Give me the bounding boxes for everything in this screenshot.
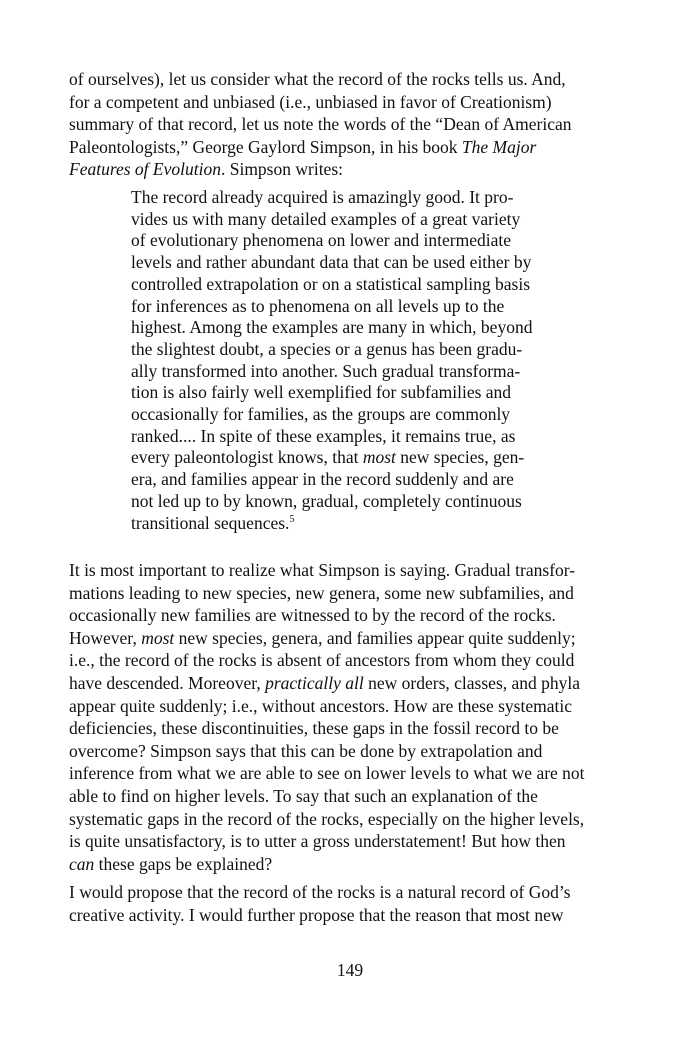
body-line bbox=[69, 695, 572, 717]
body-line bbox=[69, 740, 542, 762]
text-run: deficiencies, these discontinuities, these gaps in the fossil record to be bbox=[69, 718, 559, 739]
text-run: Paleontologists,” George Gaylord Simpson, in his book bbox=[69, 136, 462, 157]
body-line bbox=[69, 604, 556, 626]
text-run: vides us with many detailed examples of a great variety bbox=[131, 208, 521, 229]
body-line bbox=[69, 582, 574, 604]
italic-text: most bbox=[362, 447, 396, 468]
text-run: appear quite suddenly; i.e., without ancestors. How are these systematic bbox=[69, 695, 572, 716]
text-run: occasionally for families, as the groups are commonly bbox=[131, 404, 511, 424]
text-run: era, and families appear in the record suddenly and are bbox=[131, 469, 514, 490]
body-line bbox=[69, 785, 538, 807]
closing-line bbox=[69, 904, 564, 926]
text-run: for inferences as to phenomena on all levels up to the bbox=[131, 295, 505, 316]
quote-line bbox=[131, 229, 511, 251]
page-number: 149 bbox=[336, 960, 364, 980]
text-run: However, bbox=[69, 627, 142, 648]
quote-line bbox=[131, 251, 531, 273]
text-run: i.e., the record of the rocks is absent of ancestors from whom they could bbox=[69, 650, 575, 671]
italic-text: Features of Evolution bbox=[69, 159, 221, 180]
body-line bbox=[69, 627, 576, 649]
text-run: systematic gaps in the record of the rocks, especially on the higher levels, bbox=[69, 808, 585, 829]
quote-line bbox=[131, 381, 511, 403]
text-run: ranked.... In spite of these examples, it remains true, as bbox=[131, 425, 516, 446]
text-run: every paleontologist knows, that bbox=[131, 447, 363, 468]
quote-line bbox=[131, 338, 522, 360]
text-run: transitional sequences. bbox=[131, 512, 290, 533]
italic-text: can bbox=[69, 853, 95, 874]
body-line bbox=[69, 559, 575, 581]
text-run: the slightest doubt, a species or a genus has been gradu- bbox=[131, 338, 523, 359]
body-line bbox=[69, 808, 584, 830]
quote-line bbox=[131, 490, 522, 512]
intro-line bbox=[69, 68, 566, 90]
closing-line bbox=[69, 881, 571, 903]
text-run: new species, gen- bbox=[395, 447, 525, 468]
text-run: . Simpson writes: bbox=[220, 159, 343, 180]
quote-line bbox=[131, 446, 524, 468]
body-line bbox=[69, 672, 580, 694]
text-run: occasionally new families are witnessed to by the record of the rocks. bbox=[69, 605, 556, 626]
text-run: levels and rather abundant data that can be used either by bbox=[131, 252, 532, 273]
footnote-marker: 5 bbox=[289, 513, 295, 525]
text-run: is quite unsatisfactory, is to utter a gross understatement! But how then bbox=[69, 831, 566, 852]
text-run: controlled extrapolation or on a statistical sampling basis bbox=[131, 273, 531, 294]
body-line bbox=[69, 830, 566, 852]
quote-line bbox=[131, 360, 520, 382]
body-line bbox=[69, 853, 272, 875]
text-run: tion is also fairly well exemplified for subfamilies and bbox=[131, 382, 512, 403]
quote-line bbox=[131, 403, 510, 425]
text-run: of evolutionary phenomena on lower and intermediate bbox=[131, 230, 512, 251]
text-run: It is most important to realize what Simpson is saying. Gradual transfor- bbox=[69, 560, 576, 580]
body-line bbox=[69, 762, 585, 784]
text-run: not led up to by known, gradual, completely continuous bbox=[131, 490, 522, 511]
quote-line bbox=[131, 273, 530, 295]
text-run: ally transformed into another. Such gradual transforma- bbox=[131, 360, 521, 381]
text-run: mations leading to new species, new genera, some new subfamilies, and bbox=[69, 582, 574, 603]
text-run: creative activity. I would further propose that the reason that most new bbox=[69, 904, 564, 925]
quote-line bbox=[131, 208, 520, 230]
quote-line bbox=[131, 425, 515, 447]
text-run: these gaps be explained? bbox=[94, 853, 273, 874]
body-line bbox=[69, 717, 559, 739]
intro-line bbox=[69, 91, 552, 113]
quote-line bbox=[131, 295, 504, 317]
quote-line bbox=[131, 468, 514, 490]
text-run: inference from what we are able to see on lower levels to what we are not bbox=[69, 763, 585, 784]
text-run: for a competent and unbiased (i.e., unbiased in favor of Creationism) bbox=[69, 91, 552, 112]
italic-text: most bbox=[141, 627, 175, 648]
text-run: overcome? Simpson says that this can be done by extrapolation and bbox=[69, 740, 543, 761]
intro-line bbox=[69, 136, 536, 158]
quote-line bbox=[131, 316, 532, 338]
body-line bbox=[69, 649, 574, 671]
text-run: highest. Among the examples are many in which, beyond bbox=[131, 317, 533, 338]
text-run: I would propose that the record of the rocks is a natural record of God’s bbox=[69, 882, 571, 902]
italic-text: practically all bbox=[265, 673, 364, 693]
quote-line bbox=[131, 186, 513, 208]
text-run: new orders, classes, and phyla bbox=[363, 673, 581, 693]
text-run: have descended. Moreover, bbox=[69, 673, 266, 693]
text-run: of ourselves), let us consider what the record of the rocks tells us. And, bbox=[69, 69, 566, 89]
intro-line bbox=[69, 158, 343, 180]
intro-line bbox=[69, 113, 571, 135]
text-run: The record already acquired is amazingly good. It pro- bbox=[131, 187, 514, 207]
italic-text: The Major bbox=[461, 136, 537, 157]
quote-line bbox=[131, 512, 294, 534]
text-run: summary of that record, let us note the words of the “Dean of American bbox=[69, 114, 572, 135]
text-run: able to find on higher levels. To say that such an explanation of the bbox=[69, 786, 538, 806]
text-run: new species, genera, and families appear quite suddenly; bbox=[174, 627, 576, 648]
